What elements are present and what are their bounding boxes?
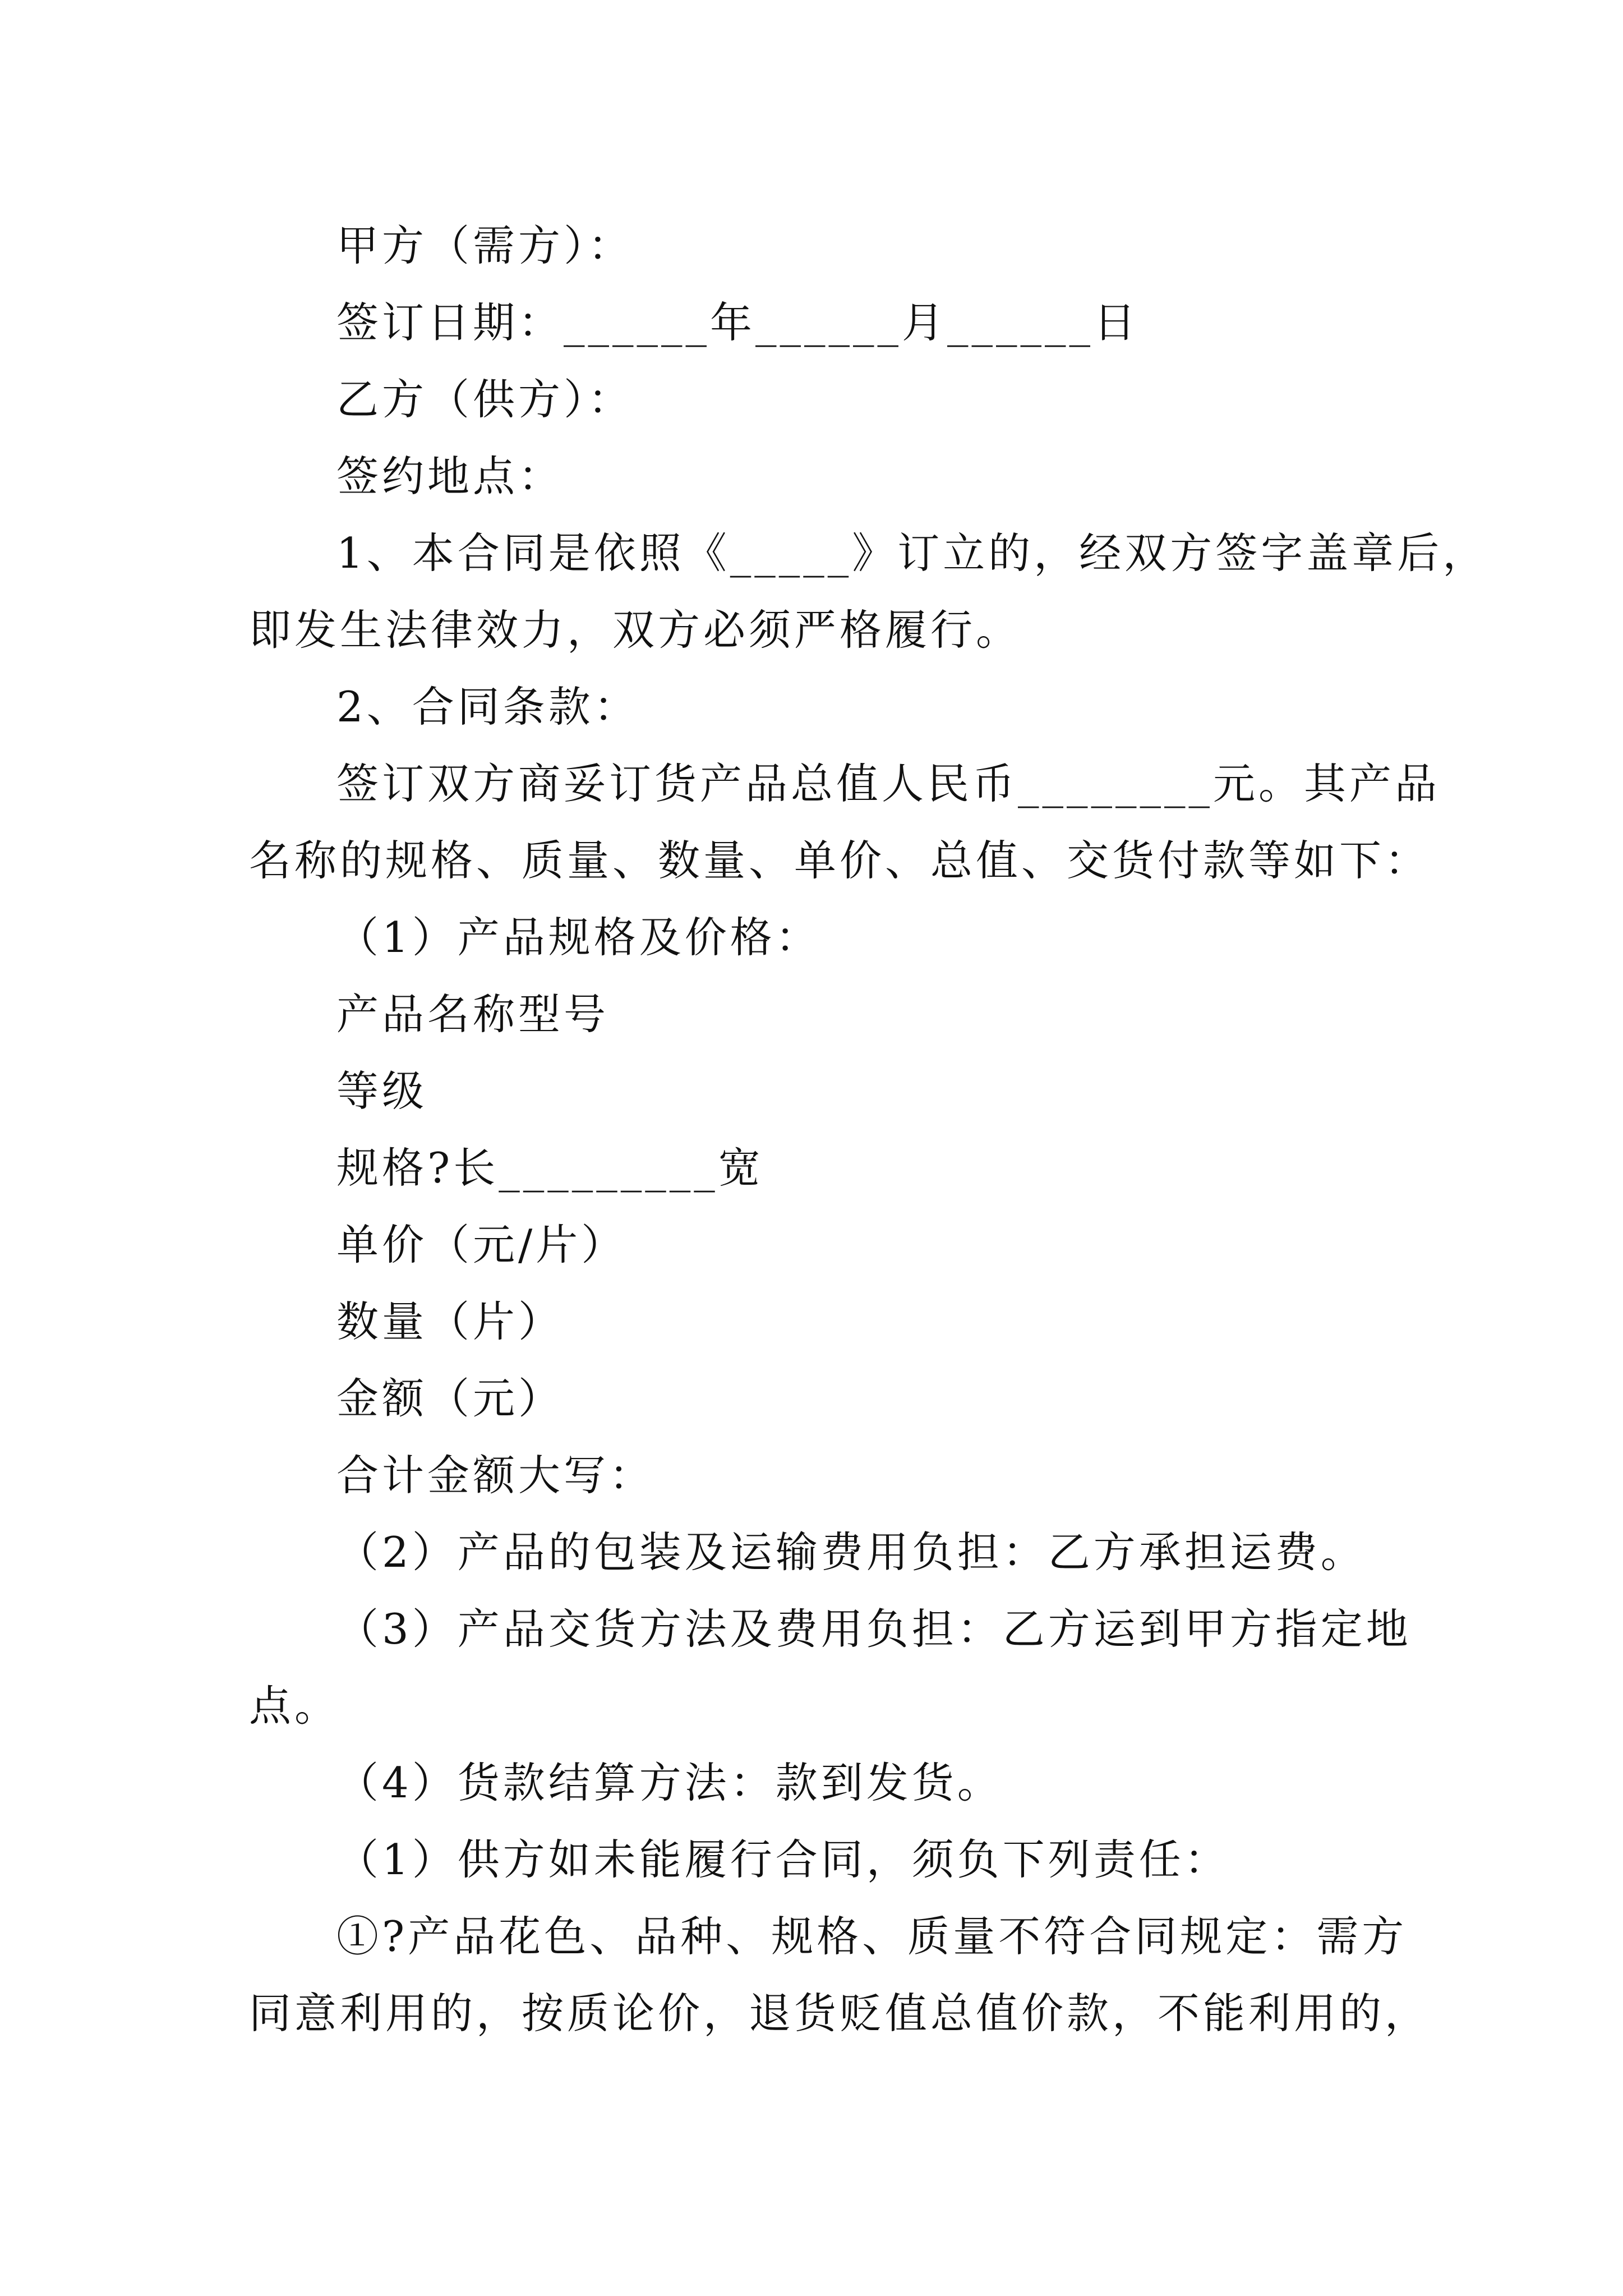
sign-place-line: 签约地点： [336,452,564,501]
clause-1-line-2: 即发生法律效力，双方必须严格履行。 [249,605,1022,655]
size-line: 规格?长_________宽 [336,1143,764,1193]
amount-line: 金额（元） [336,1374,564,1423]
party-a-line: 甲方（需方）： [336,221,634,270]
clause-2-heading: 2、合同条款： [336,682,639,731]
payment-line: （4）货款结算方法：款到发货。 [336,1758,1003,1807]
liability-item-line-2: 同意利用的，按质论价，退货贬值总值价款，不能利用的， [249,1989,1431,2038]
total-value-line-1: 签订双方商妥订货产品总值人民币________元。其产品 [336,759,1441,808]
total-value-line-2: 名称的规格、质量、数量、单价、总值、交货付款等如下： [249,836,1431,885]
packaging-line: （2）产品的包装及运输费用负担：乙方承担运费。 [336,1527,1366,1577]
product-model-line: 产品名称型号 [336,990,610,1039]
clause-1-line-1: 1、本合同是依照《_____》订立的，经双方签字盖章后， [336,528,1488,578]
total-amount-words-line: 合计金额大写： [336,1451,655,1500]
delivery-line-1: （3）产品交货方法及费用负担：乙方运到甲方指定地 [336,1604,1412,1654]
quantity-line: 数量（片） [336,1297,564,1346]
contract-body [249,208,1488,2052]
party-b-line: 乙方（供方）： [336,375,634,424]
unit-price-line: 单价（元/片） [336,1220,627,1269]
delivery-line-2: 点。 [249,1681,340,1731]
sign-date-line: 签订日期：______年______月______日 [336,298,1140,347]
liability-item-line-1: ①?产品花色、品种、规格、质量不符合同规定：需方 [336,1912,1408,1961]
liability-heading: （1）供方如未能履行合同，须负下列责任： [336,1835,1230,1884]
grade-line: 等级 [336,1066,428,1116]
spec-price-heading: （1）产品规格及价格： [336,913,821,962]
